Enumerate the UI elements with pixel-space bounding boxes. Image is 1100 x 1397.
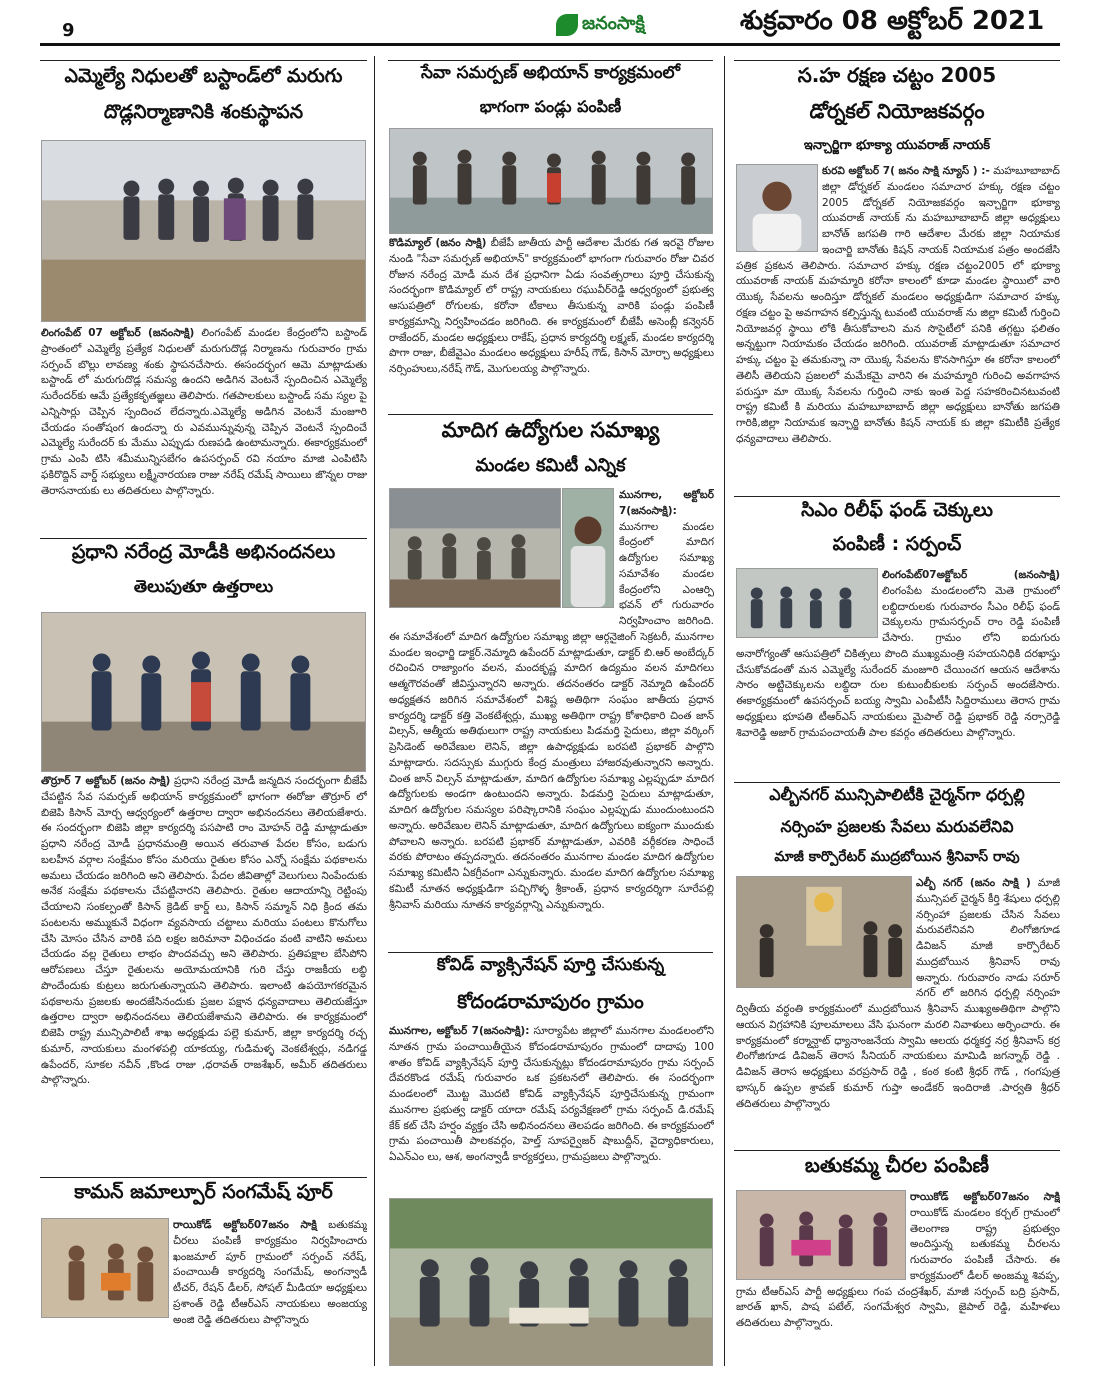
group-photo-icon xyxy=(42,141,365,321)
article-dateline: రాయికోడ్ అక్టోబర్07జనం సాక్షి xyxy=(173,1219,317,1231)
article-subhead: ఇన్చార్జిగా భూక్యా యువరాజ్ నాయక్ xyxy=(803,138,991,153)
article-body xyxy=(389,236,714,414)
article-headline: ఎల్బీనగర్ మున్సిపాలిటీకి చైర్మన్‌గా ధర్పల్లి xyxy=(769,785,1025,804)
article-text: బీజేపీ జాతీయ పార్టీ ఆదేశాల మేరకు గత ఇరవై రోజుల నుండి "సేవా సమర్పణ్ అభియాన్" కార్యక్రమంలో భాగంగా గురువారం రోజు చివర రోజున నరేంద్ర మోడీ మన దేశ ప్రధానిగా ఏడు సంవత్సరాలు పూర్తి చేసుకున్న సందర్భంగా కొడిమ్యాల్ లో రాష్ట్ర నాయకులు రఘువీర్‌రెడ్డి ఆధ్వర్యంలో ప్రభుత్వ ఆసుపత్రిలో రోగులకు, కరోనా టీకాలు తీసుకున్న వారికి పండ్లు పంపిణీ కార్యక్రమాన్ని నిర్వహించడం జరిగింది. ఈ కార్యక్రమంలో బీజేపీ అసెంబ్లీ కన్వెనర్ రాజేందర్, మండల అధ్యక్షులు రాకేష్, ప్రధాన కార్యదర్శి లక్ష్మణ్, మండల కార్యదర్శి పొగా రాజు, బీజేవైఎం మండలం అధ్యక్షులు హరీష్ గౌడ్, కిసాన్ మోర్చా అధ్యక్షులు నర్సింహులు,నరేష్ గౌడ్, మొగులయ్య పాల్గొన్నారు. xyxy=(389,237,714,375)
photo-wrap-spacer xyxy=(736,1190,910,1282)
article-headline: కామన్ జమాల్పూర్ సంగమేష్ పూర్ xyxy=(74,1181,333,1203)
article-text: మహబూబాబాద్ జిల్లా డోర్నకల్ మండలం సమాచార హక్కు రక్షణ చట్టం 2005 డోర్నకల్ నియోజకవర్గం ఇన్చార్జిగా భూక్యా యువరాజ్ నాయక్ ను మహబూబాబాద్ జిల్లా అధ్యక్షులు బానోత్ జగపతి గారి ఆదేశాల మేరకు జిల్లా నియామక ఇంచార్జి బానోతు కిషన్ నాయక్ నియామక పత్రం అందజేసి పత్రిక ప్రకటన తెలిపారు. సమాచార హక్కు రక్షణ చట్టం2005 లో భూక్యా యువరాజ్ నాయక్ మహమ్మారి కరోనా కాలంలో కూడా మండల స్థాయిలో వారి యొక్క సేవలను అందిస్తూ డోర్నకల్ మండలం అధ్యక్షుడిగా సమాచార హక్కు రక్షణ చట్టం పై అవగాహన కల్పిస్తున్న టువంటి యువరాజ్ ను జిల్లా కమిటీ గుర్తించి నియోజవర్గ స్థాయి లోకి తీసుకోవాలని మన సొసైటీలో పనికి తగ్గట్టు ఫలితం అన్నట్టుగా నియామకం చేయడం జరిగింది. యువరాజ్ మాట్లాడుతూ సమాచార హక్కు చట్టం పై తమకున్నా నా యొక్క సేవలను కొనసాగిస్తూ ఈ కరోనా కాలంలో తెలిసీ తెలియని ప్రజలలో మమేకమై వారిని ఈ మహమ్మారి గురించి అవగాహన పరుస్తూ మా యొక్క సేవలను గుర్తించి నాకు ఇంత పెద్ద సహకరించినటువంటి రాష్ట్ర కమిటీ కి మరియు మహబూబాబాద్ జిల్లా అధ్యక్షులు బానోతు జగపతి గారికి,జిల్లా నియామక ఇన్చార్జి బానోతు కిషన్ నాయక్ కు జిల్లా కమిటీకి ప్రత్యేక ధన్యవాదాలు తెలిపారు. xyxy=(736,165,1060,445)
article-body xyxy=(736,1190,1060,1366)
article-headline: దొడ్లనిర్మాణానికి శంకుస్థాపన xyxy=(103,101,304,123)
article-dateline: ఎల్బీ నగర్ (జనం సాక్షి ) xyxy=(916,877,1031,889)
article-headline: ఎమ్మెల్యే నిధులతో బస్టాండ్‌లో మరుగు xyxy=(64,65,343,87)
news-photo xyxy=(389,128,713,234)
news-photo xyxy=(41,140,366,322)
article-rule xyxy=(40,1177,367,1178)
leaf-logo-icon xyxy=(556,14,578,36)
group-photo-icon xyxy=(390,129,712,233)
photo-wrap-spacer xyxy=(736,568,882,640)
photo-wrap-spacer xyxy=(736,876,916,992)
group-photo-icon xyxy=(42,613,365,771)
article-rule xyxy=(734,496,1060,497)
article-headline: మండల కమిటీ ఎన్నిక xyxy=(475,455,626,476)
article-dateline: కొడిమ్యాల్ (జనం సాక్షి) xyxy=(389,237,487,249)
article-body xyxy=(389,488,714,952)
news-photo xyxy=(389,1198,713,1366)
article-body xyxy=(736,876,1060,1156)
article-headline: కోవిడ్ వ్యాక్సినేషన్ పూర్తి చేసుకున్న xyxy=(436,955,665,975)
article-rule xyxy=(40,538,367,539)
article-body xyxy=(41,774,367,1176)
article-body xyxy=(41,1218,367,1366)
article-text: లింగంపేట్ మండల కేంద్రంలోని బస్టాండ్ ప్రాంతంలో ఎమ్మెల్యే ప్రత్యేక నిధులతో మరుగుదొడ్ల నిర్మాణను గురువారం గ్రామ సర్పంచ్ బొల్లు లావణ్య శంకు స్థాపనచేసారు. ఈసందర్భంగ ఆమె మాట్లాడుతు బస్టాండ్ లో మరుగుదొడ్ల సమస్య ఉందని అడిగిన వెంటనే స్పందించిన ఎమ్మెల్యే సురేందర్‌కు ఆమే ప్రత్యేకకృతజ్ఞలు తెలిపారు. గతపాలకులు బస్టాండ్ సమ స్యల పై ఎన్నిసార్లు చెప్పిన స్పందించ లేదన్నారు.ఎమ్మెల్యే అడిగిన వెంటనే మంజూరి చేయడం సంతోషంగ ఉందన్నా రు ఎవమున్నువున్న చెప్పిన వెంటనే స్పందించే ఎమ్మెల్యే సురేందర్ కు మేము ఎప్పుడు రుణపడి ఉంటామన్నారు. ఈకార్యక్రమంలో గ్రామ ఎంపి టిసి శమీమున్నిసబేగం ఉపసర్పంచ్ రవి నయాం మాజి ఎంపిటిసి ఫకిరొద్దిన్ వార్డ్ సభ్యులు లక్ష్మీనారయణ రాజు నరేష్ రమేష్ సాయిలు జొన్నల రాజు తెరాసనాయకు లు తదితరులు పాల్గొన్నారు. xyxy=(41,327,367,497)
article-subhead: మాజీ కార్పొరేటర్ ముద్రబోయిన శ్రీనివాస్ రావు xyxy=(774,849,1020,865)
article-headline: పంపిణీ : సర్పంచ్ xyxy=(832,533,962,555)
article-text: మునగాల మండల కేంద్రంలో మాదిగ ఉద్యోగుల సమాఖ్య సమావేశం మండల కేంద్రంలోని ఎంఆర్పి భవన్ లో గురువారం నిర్వహించాం జరిగింది. ఈ సమావేశంలో మాదిగ ఉద్యోగుల సమాఖ్య జిల్లా ఆర్గనైజింగ్ సెక్రటరీ, మునగాల మండల ఇంఛార్జి డాక్టర్.నెమ్మాది ఉపేందర్ మాట్లాడుతూ, డాక్టర్ బి.ఆర్ అంబేద్కర్ రచించిన రాజ్యాంగం వలన, మందకృష్ణ మాదిగ ఉద్యమం వలన మాదిగలు ఆత్మగౌరవంతో జీవిస్తున్నారని అన్నారు. తదనంతరం డాక్టర్ నెమ్మాది ఉపేందర్ అధ్యక్షతన జరిగిన సమావేశంలో విశిష్ట అతిథిగా సంఘం జాతీయ ప్రధాన కార్యదర్శి డాక్టర్ కత్తి వెంకటేశ్వర్లు, ముఖ్య అతిథిగా రాష్ట్ర కోశాధికారి చింత జాన్ విల్సన్, ఆత్మీయ అతిథులుగా రాష్ట్ర నాయకులు పిడమర్తి సైదులు, జిల్లా వర్కింగ్ ప్రెసిడెంట్ అరివేణుల లెనిన్, జిల్లా ఉపాధ్యక్షుడు బరపటి ప్రభాకర్ పాల్గొని మాట్లాడారు. సదస్సుకు ముగ్గురు కేంద్ర మంత్రులు హాజరవుతున్నారని అన్నారు. చింత జాన్ విల్సన్ మాట్లాడుతూ, మాదిగ ఉద్యోగుల సమాఖ్య ఎల్లప్పుడూ మాదిగ ఉద్యోగులకు అండగా ఉంటుందని అన్నారు. పిడమర్తి సైదులు మాట్లాడుతూ, మాదిగ ఉద్యోగుల సమస్యల పరిష్కారానికి సంఘం ఎల్లప్పుడు ముందుంటుందని అన్నారు. అరివేణుల లెనిన్ మాట్లాడుతూ, మాదిగ ఉద్యోగులు ఐక్యంగా ముందుకు పోవాలని అన్నారు. బరపటి ప్రభాకర్ మాట్లాడుతూ, ఎవరికి వర్గీకరణ సాధించే వరకు పోరాటం తప్పదన్నారు. తదనంతరం మునగాల మండల మాదిగ ఉద్యోగుల సమాఖ్య కమిటీని ఏకగ్రీవంగా ఎన్నుకున్నారు. మండల మాదిగ ఉద్యోగుల సమాఖ్య కమిటీ నూతన అధ్యక్షుడిగా పచ్చిగొళ్ళ శ్రీకాంత్, ప్రధాన కార్యదర్శిగా సూరేపల్లి శ్రీనివాస్ మరియు నూతన కార్యవర్గాన్ని ఎన్నుకున్నారు. xyxy=(389,520,714,911)
article-dateline: మునగాల, అక్టోబర్ 7(జనంసాక్షి): xyxy=(389,1025,530,1037)
logo-text: జనంసాక్షి xyxy=(582,12,645,34)
article-rule xyxy=(734,1150,1060,1151)
page-number: 9 xyxy=(62,20,75,41)
column-divider xyxy=(374,56,375,1366)
news-photo xyxy=(41,612,366,772)
article-rule xyxy=(388,60,713,61)
article-rule xyxy=(734,782,1060,783)
photo-wrap-spacer xyxy=(41,1218,173,1320)
column-divider xyxy=(724,56,725,1366)
article-dateline: రాయికోడ్ అక్టోబర్07జనం సాక్షి xyxy=(910,1191,1060,1203)
newspaper-logo xyxy=(556,10,666,40)
article-headline: కోదండరామాపురం గ్రామం xyxy=(457,991,644,1013)
article-dateline: మునగాల, అక్టోబర్ 7(జనంసాక్షి): xyxy=(619,489,714,517)
article-rule xyxy=(40,60,367,61)
article-dateline: కురవి అక్టోబర్ 7( జనం సాక్షి న్యూస్ ) :- xyxy=(822,165,990,177)
article-body xyxy=(736,164,1060,496)
article-rule xyxy=(734,60,1060,61)
article-headline: స.హ రక్షణ చట్టం 2005 xyxy=(797,63,997,87)
article-body xyxy=(41,326,367,538)
article-body xyxy=(736,568,1060,780)
article-rule xyxy=(388,952,713,953)
masthead-rule xyxy=(40,43,1060,46)
article-headline: ప్రధాని నరేంద్ర మోడీకి అభినందనలు xyxy=(71,541,336,563)
article-text: లింగంపేట మండలంలోని మెతె గ్రామంలో లబ్ధిదారులకు గురువారం సీఎం రిలీఫ్ ఫండ్ చెక్కులను గ్రామసర్పంచ్ రాం రెడ్డి పంపిణీ చేసారు. గ్రామం లోని ఐదుగురు అనారోగ్యంతో ఆసుపత్రిలో చికిత్సలు పొంది ముఖ్యమంత్రి సహయనిధికి దరఖాస్తు చేసుకోవడంతో మన ఎమ్మెల్యే సురేందర్ మంజూరి చేయించగ ఆయన ఆదేశాను సారం అట్టిచెక్కులను లబ్ధిదా రుల కుటుంబీకులకు సర్పంచ్ అందజేసారు. ఈకార్యక్రమంలో ఉపసర్పంచ్ బయ్య స్వామి ఎంపీటీసీ సిద్దిరాములు తెరాస గ్రామ అధ్యక్షులు భూపతి టీఆర్ఎస్ నాయకులు మైపాల్ రెడ్డి ప్రభాకర్ రెడ్డి నర్సారెడ్డి శివారెడ్డి అజార్ గ్రామపంచాయతీ పాల కవర్గం తదితరులు పాల్గొన్నారు. xyxy=(736,584,1060,739)
article-headline: డోర్నకల్ నియోజకవర్గం xyxy=(809,99,985,123)
article-headline: మాదిగ ఉద్యోగుల సమాఖ్య xyxy=(441,418,660,442)
photo-wrap-spacer xyxy=(389,488,619,620)
photo-wrap-spacer xyxy=(736,164,822,254)
article-dateline: లింగంపేట్07అక్టోబర్ (జనంసాక్షి) xyxy=(882,569,1060,581)
article-text: రాయికోడ్ మండలం కర్చల్ గ్రామంలో తెలంగాణ రాష్ట్ర ప్రభుత్వం అందిస్తున్న బతుకమ్మ చీరలను గురువారం పంపిణీ చేసారు. ఈ కార్యక్రమంలో డీలర్ అంజమ్మ శివప్ప, గ్రామ టీఆర్ఎస్ పార్టీ అధ్యక్షులు గంప చంద్రశేఖర్, మాజీ సర్పంచ్ బద్రి ప్రసాద్, జారత్ ఖాన్, పాష పటేల్, సంగమేశ్వర స్వామి, జైపాల్ రెడ్డి, మహిళలు తదితరులు పాల్గొన్నారు. xyxy=(736,1206,1060,1329)
article-text: సూర్యాపేట జిల్లాలో మునగాల మండలంలోని నూతన గ్రామ పంచాయితీయైన కోదండరామాపురం గ్రామంలో దాదాపు 100 శాతం కోవిడ్ వ్యాక్సినేషన్ పూర్తి చేసుకున్నట్లు కోదండరామాపురం గ్రామ సర్పంచ్ దేవరకొండ రమేష్ గురువారం ఒక ప్రకటనలో తెలిపారు. ఈ సందర్భంగా మండలంలో మొట్ట మొదటి కోవిడ్ వ్యాక్సినేషన్ పూర్తిచేసుకున్న గ్రామంగా మునగాల ప్రభుత్వ డాక్టర్ యాదా రమేష్ పర్యవేక్షణలో గ్రామ సర్పంచ్ డి.రమేష్ కేక్ కట్ చేసి హర్షం వ్యక్తం చేసి అభినందనలు తెలపడం జరిగింది. ఈ కార్యక్రమంలో గ్రామ పంచాయితీ పాలకవర్గం, హెల్త్ సూపర్వైజర్ షాబుద్దీన్, వైద్యాధికారులు, ఏఎన్ఎం లు, ఆశ, అంగన్వాడీ కార్యకర్తలు, గ్రామప్రజలు పాల్గొన్నారు. xyxy=(389,1025,714,1163)
article-text: బతుకమ్మ చీరలు పంపిణీ కార్యక్రమం నిర్వహించారు ఖంజమాల్ పూర్ గ్రామంలో సర్పంచ్ నరేష్, పంచాయితీ కార్యదర్శి సంగమేష్, అంగన్వాడీ టీచర్, రేషన్ డీలర్, సోషల్ మీడియా అధ్యక్షులు ప్రశాంత్ రెడ్డి టీఆర్ఎస్ నాయకులు అంజయ్య అంజి రెడ్డి తదితరులు పాల్గొన్నారు xyxy=(173,1219,367,1326)
article-headline: సేవా సమర్పణ్ అభియాన్ కార్యక్రమంలో xyxy=(420,63,681,83)
article-headline: సిఎం రిలీఫ్ ఫండ్ చెక్కులు xyxy=(801,499,993,521)
issue-date: శుక్రవారం 08 అక్టోబర్ 2021 xyxy=(740,6,1045,36)
article-dateline: లింగంపేట్ 07 అక్టోబర్ (జనంసాక్షి) xyxy=(41,327,195,339)
article-headline: బతుకమ్మ చీరల పంపిణీ xyxy=(804,1153,990,1177)
article-text: మాజీ మున్సిపల్ చైర్మన్ కీర్తి శేషులు ధర్పల్లి నర్సింహా ప్రజలకు చేసిన సేవలు మరువలేనివని లింగోజిగూడ డివిజన్ మాజీ కార్పొరేటర్ ముద్రబోయిన శ్రీనివాస్ రావు అన్నారు. గురువారం నాడు సరూర్ నగర్ లో జరిగిన ధర్పల్లి నర్సింహ ద్వితీయ వర్ధంతి కార్యక్రమంలో ముద్రబోయిన శ్రీనివాస్ ముఖ్యఅతిథిగా పాల్గొని ఆయన విగ్రహానికి పూలమాలలు వేసి ఘనంగా మరలి నివాళులు అర్పించారు. ఈ కార్యక్రమంలో కర్మాన్ఘాట్ ధ్యానాంజనేయ స్వామి ఆలయ ధర్మకర్త నర్ర శ్రీనివాస్ కర్ర లింగోజిగూడ డివిజన్ తెరాస సీనియర్ నాయకులు మామిడి జగన్నాథ్ రెడ్డి . డివిజన్ తెరాస అధ్యక్షులు వరప్రసాద్ రెడ్డి , కంఠ కంటి శ్రీధర్ గౌడ్ , గంగపుత్ర భాస్కర్ ఉప్పల శ్రావణ్ కుమార్ గుప్తా అండేకర్ ఇందిరాజీ .పార్వతి శ్రీధర్ తదితరులు పాల్గొన్నారు xyxy=(736,877,1060,1110)
article-headline: నర్సింహ ప్రజలకు సేవలు మరువలేనివి xyxy=(780,817,1014,836)
article-body xyxy=(389,1024,714,1196)
article-text: ప్రధాని నరేంద్ర మోడీ జన్మదిన సందర్భంగా బీజేపీ చేపట్టిన సేవ సమర్పణ్ అభియాన్ కార్యక్రమంలో భాగంగా ఈరోజు తొర్రూర్ లో బిజెపి కిసాన్ మోర్చ ఆధ్వర్యంలో ఉత్తరాల ద్వారా అభినందనలు తెలియజేశారు. ఈ సందర్భంగా బిజెపి జిల్లా కార్యదర్శి పసపాటి రాం మోహన్ రెడ్డి మాట్లాడుతూ ప్రధాని నరేంద్ర మోడీ ప్రధానమంత్రి అయిన తరువాత పేదల కోసం, బడుగు బలహీన వర్గాల సంక్షేమం కోసం మరియు రైతుల కోసం ఎన్నో సంక్షేమ పథకాలను అమలు చేయడం జరిగింది అని తెలిపారు. పేదల జీవితాల్లో వెలుగులు నింపేందుకు అనేక సంక్షేమ పథకాలను చేపట్టినారని తెలిపారు. రైతుల ఆదాయాన్ని రెట్టింపు చేయాలని సంకల్పంతో కిసాన్ క్రెడిట్ కార్డ్ లు, కిసాన్ సమ్మాన్ నిధి క్రింద తమ పంటలను అమ్ముకునే విధంగా వ్యవసాయ చట్టాలు మరియు పంటలు కొనుగోలు చేసి మోసం చేసిన వారికి పది లక్షల జరిమానా విధించడం వంటి వాటిని అమలు చేయడం వల్ల రైతులు లాభం పొందవచ్చు అని తెలిపారు. ప్రతిపక్షాల బేసిపోని ఆరోపణలు చేస్తూ రైతులను అయోమయానికి గురి చేస్తు రాజకీయ లబ్ధి పొందేందుకు కుట్రలు జరుగుతున్నాయని తెలిపారు. ఇలాంటి ఉపయోగకరమైన పథకాలను ప్రజలకు అందజేసినందుకు ప్రజల పక్షాన ధన్యవాదాలు తెలియజేస్తూ ఉత్తరాల ద్వారా అభినందనలు తెలియజేశామని తెలిపారు. ఈ కార్యక్రమంలో బిజెపి రాష్ట్ర మున్సిపాలిటీ శాఖ అధ్యక్షుడు పల్లె కుమార్, జిల్లా కార్యదర్శి రచ్చ కుమార్, నాయకులు మంగళపల్లి యాకయ్య, గుడిమళ్ళ వెంకటేశ్వర్లు, నడిగడ్డ ఉపేందర్, సూకల నవీన్ ,కొండ రాజు ,ధరావత్ రాజశేఖర్, అమీర్ తదితరులు పాల్గొన్నారు. xyxy=(41,775,367,1087)
group-photo-icon xyxy=(390,1199,712,1365)
article-rule xyxy=(388,414,713,415)
article-dateline: తొర్రూర్ 7 అక్టోబర్ (జనం సాక్షి) xyxy=(41,775,171,787)
article-headline: భాగంగా పండ్లు పంపిణీ xyxy=(479,97,622,116)
article-headline: తెలుపుతూ ఉత్తరాలు xyxy=(133,577,274,597)
